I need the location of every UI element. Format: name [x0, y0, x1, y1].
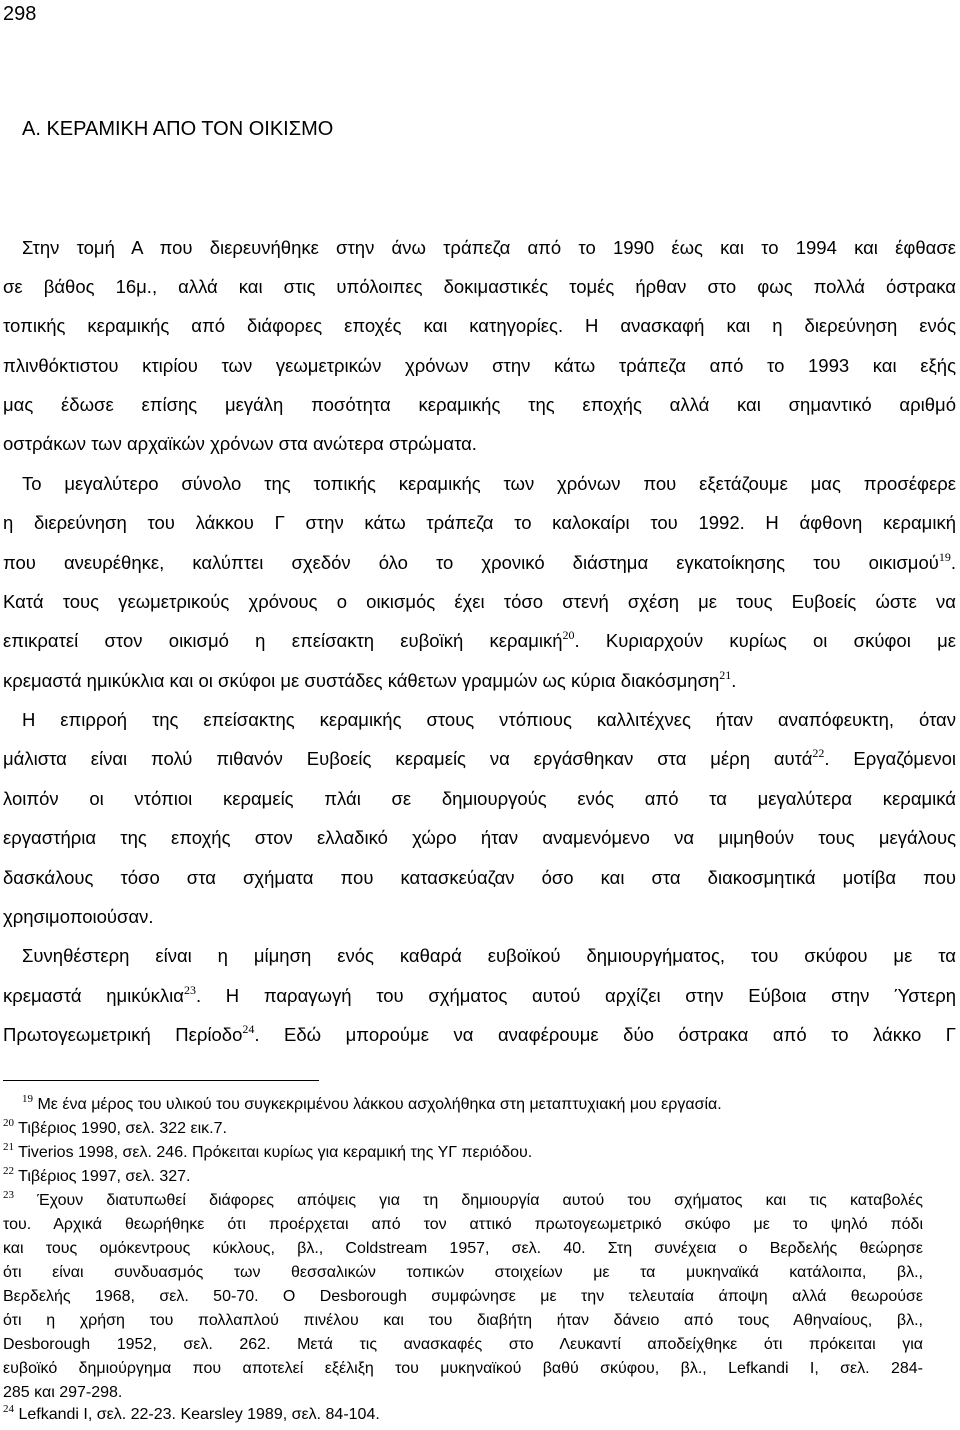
footnote-ref-22: 22: [812, 746, 825, 760]
footnote-line: ευβοϊκό δημιούργημα που αποτελεί εξέλιξη του μυκηναϊκού βαθύ σκύφου, βλ., Lefkandi I, σελ. 284-: [3, 1360, 923, 1377]
section-heading: Α. ΚΕΡΑΜΙΚΗ ΑΠΟ ΤΟΝ ΟΙΚΙΣΜΟ: [22, 118, 334, 140]
body-line: Συνηθέστερη είναι η μίμηση ενός καθαρά ευβοϊκού δημιουργήματος, του σκύφου με τα: [22, 945, 956, 966]
body-line-text: που ανευρέθηκε, καλύπτει σχεδόν όλο το χρονικό διάστημα εγκατοίκησης του οικισμού: [3, 552, 939, 573]
footnote-number: 21: [3, 1141, 14, 1153]
body-line-text: . Εδώ μπορούμε να αναφέρουμε δύο όστρακα από το λάκκο Γ: [254, 1024, 956, 1045]
footnote-line: ότι η χρήση του πολλαπλού πινέλου και του διαβήτη ήταν δάνειο από τους Αθηναίους, βλ.,: [3, 1312, 923, 1329]
footnote-ref-21: 21: [719, 668, 732, 682]
body-line: [3, 668, 956, 694]
body-line: Στην τομή Α που διερευνήθηκε στην άνω τράπεζα από το 1990 έως και το 1994 και έφθασε: [22, 237, 956, 258]
footnote-24: [3, 1405, 923, 1425]
body-line: Κατά τους γεωμετρικούς χρόνους ο οικισμός έχει τόσο στενή σχέση με τους Ευβοείς ώστε να: [3, 591, 956, 612]
body-line-text: . Η παραγωγή του σχήματος αυτού αρχίζει στην Εύβοια στην Ύστερη: [195, 985, 957, 1006]
footnote-number: 20: [3, 1117, 14, 1129]
footnote-line: και τους ομόκεντρους κύκλους, βλ., Coldstream 1957, σελ. 40. Στη συνέχεια ο Βερδελής θεώρησε: [3, 1240, 923, 1257]
footnote-line: 285 και 297-298.: [3, 1384, 123, 1401]
footnote-20: [3, 1119, 923, 1139]
body-line-text: μάλιστα είναι πολύ πιθανόν Ευβοείς κεραμείς να εργάσθηκαν στα μέρη αυτά: [3, 748, 813, 769]
footnote-ref-23: 23: [183, 983, 196, 997]
footnote-text: Τιβέριος 1997, σελ. 327.: [18, 1168, 191, 1185]
body-line: [3, 550, 956, 576]
footnote-line: Desborough 1952, σελ. 262. Μετά τις ανασκαφές στο Λευκαντί αποδείχθηκε ότι πρόκειται για: [3, 1336, 923, 1353]
footnote-22: [3, 1167, 923, 1187]
footnote-number: 23: [3, 1189, 14, 1201]
body-line: [3, 1022, 956, 1048]
footnote-number: 22: [3, 1165, 14, 1177]
body-line: εργαστήρια της εποχής στον ελλαδικό χώρο ήταν αναμενόμενο να μιμηθούν τους μεγάλους: [3, 827, 956, 848]
body-line: [3, 983, 956, 1009]
body-line-text: Πρωτογεωμετρική Περίοδο: [3, 1024, 243, 1045]
page-number: 298: [3, 3, 37, 25]
footnote-line: Βερδελής 1968, σελ. 50-70. Ο Desborough συμφώνησε με την τελευταία άποψη αλλά θεωρούσε: [3, 1288, 923, 1305]
body-line-text: .: [950, 552, 956, 573]
body-line: χρησιμοποιούσαν.: [3, 906, 154, 927]
body-line: Η επιρροή της επείσακτης κεραμικής στους ντόπιους καλλιτέχνες ήταν αναπόφευκτη, όταν: [22, 709, 956, 730]
footnote-text: Έχουν διατυπωθεί διάφορες απόψεις για τη δημιουργία αυτού του σχήματος και τις καταβολές: [37, 1192, 923, 1209]
footnote-ref-24: 24: [242, 1022, 255, 1036]
body-line-text: επικρατεί στον οικισμό η επείσακτη ευβοϊκή κεραμική: [3, 630, 563, 651]
footnote-ref-20: 20: [562, 628, 575, 642]
footnote-text: Με ένα μέρος του υλικού του συγκεκριμένου λάκκου ασχολήθηκα στη μεταπτυχιακή μου εργασία.: [37, 1096, 722, 1113]
body-line: Το μεγαλύτερο σύνολο της τοπικής κεραμικής των χρόνων που εξετάζουμε μας προσέφερε: [22, 473, 956, 494]
body-line-text: .: [731, 670, 737, 691]
body-line: πλινθόκτιστου κτιρίου των γεωμετρικών χρόνων στην κάτω τράπεζα από το 1993 και εξής: [3, 355, 956, 376]
body-line: λοιπόν οι ντόπιοι κεραμείς πλάι σε δημιουργούς ενός από τα μεγαλύτερα κεραμικά: [3, 788, 956, 809]
body-line: δασκάλους τόσο στα σχήματα που κατασκεύαζαν όσο και στα διακοσμητικά μοτίβα που: [3, 867, 956, 888]
footnote-separator: [3, 1080, 319, 1081]
footnote-text: Tiverios 1998, σελ. 246. Πρόκειται κυρίως για κεραμική της ΥΓ περιόδου.: [18, 1144, 533, 1161]
body-line: η διερεύνηση του λάκκου Γ στην κάτω τράπεζα το καλοκαίρι του 1992. Η άφθονη κεραμική: [3, 512, 956, 533]
footnote-19: [22, 1095, 923, 1115]
footnote-number: 19: [22, 1093, 33, 1105]
footnote-text: Τιβέριος 1990, σελ. 322 εικ.7.: [18, 1120, 227, 1137]
footnote-line: του. Αρχικά θεωρήθηκε ότι προέρχεται από τον αττικό πρωτογεωμετρικό σκύφο με το ψηλό πόδι: [3, 1216, 923, 1233]
body-line: [3, 746, 956, 772]
body-line-text: . Εργαζόμενοι: [824, 748, 956, 769]
body-line-text: κρεμαστά ημικύκλια: [3, 985, 184, 1006]
body-line: μας έδωσε επίσης μεγάλη ποσότητα κεραμικής της εποχής αλλά και σημαντικό αριθμό: [3, 394, 956, 415]
footnote-23: [3, 1191, 923, 1211]
body-line: [3, 628, 956, 654]
footnote-line: ότι είναι συνδυασμός των θεσσαλικών τοπικών στοιχείων με τα μυκηναϊκά κατάλοιπα, βλ.,: [3, 1264, 923, 1281]
footnote-21: [3, 1143, 923, 1163]
body-line: τοπικής κεραμικής από διάφορες εποχές και κατηγορίες. Η ανασκαφή και η διερεύνηση ενός: [3, 315, 956, 336]
footnote-text: Lefkandi I, σελ. 22-23. Kearsley 1989, σελ. 84-104.: [18, 1406, 380, 1423]
footnote-number: 24: [3, 1403, 14, 1415]
body-line: σε βάθος 16μ., αλλά και στις υπόλοιπες δοκιμαστικές τομές ήρθαν στο φως πολλά όστρακα: [3, 276, 956, 297]
footnote-ref-19: 19: [938, 550, 951, 564]
body-line: οστράκων των αρχαϊκών χρόνων στα ανώτερα στρώματα.: [3, 433, 477, 454]
body-line-text: κρεμαστά ημικύκλια και οι σκύφοι με συστάδες κάθετων γραμμών ως κύρια διακόσμηση: [3, 670, 720, 691]
body-line-text: . Κυριαρχούν κυρίως οι σκύφοι με: [574, 630, 956, 651]
